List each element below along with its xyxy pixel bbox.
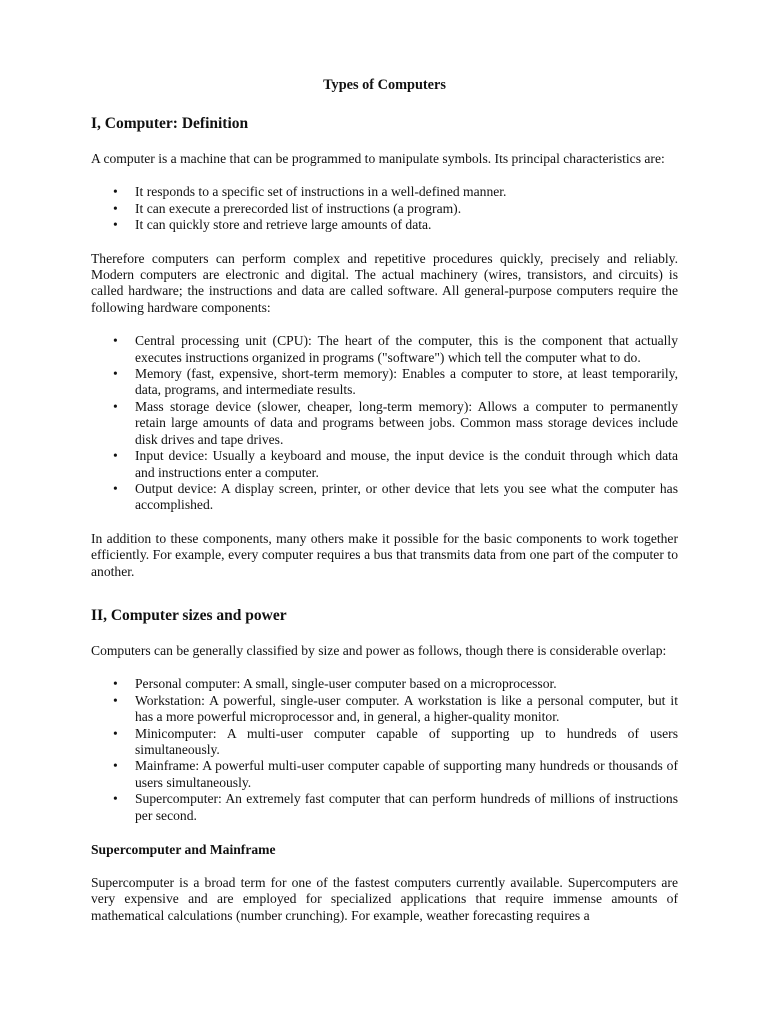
list-item: • Mainframe: A powerful multi-user computer capable of supporting many hundreds or thousands of users simultaneously. — [91, 758, 678, 791]
sizes-intro-paragraph: Computers can be generally classified by size and power as follows, though there is considerable overlap: — [91, 642, 667, 658]
section-heading-definition: I, Computer: Definition — [91, 115, 249, 132]
document-title: Types of Computers — [323, 77, 446, 93]
list-item: • Personal computer: A small, single-user computer based on a microprocessor. — [91, 676, 678, 692]
list-item: • It responds to a specific set of instructions in a well-defined manner. — [91, 184, 678, 200]
list-item: • Central processing unit (CPU): The heart of the computer, this is the component that actually executes instructions organized in programs ("software") which tell the computer what to do. — [91, 333, 678, 366]
section-heading-sizes: II, Computer sizes and power — [91, 606, 287, 624]
list-item: • Input device: Usually a keyboard and mouse, the input device is the conduit through which data and instructions enter a computer. — [91, 448, 678, 481]
list-item: • It can execute a prerecorded list of instructions (a program). — [91, 201, 678, 217]
definition-intro-paragraph: A computer is a machine that can be programmed to manipulate symbols. Its principal characteristics are: — [91, 151, 665, 166]
hardware-paragraph: Therefore computers can perform complex and repetitive procedures quickly, precisely and reliably. Modern computers are electronic and digital. The actual machinery (wires, transistors, and circuits) is called hardware; the instructions and data are called software. All general-purpose computers require the following hardware components: — [91, 250, 678, 315]
computer-types-list — [91, 676, 678, 824]
list-item: • Mass storage device (slower, cheaper, long-term memory): Allows a computer to permanently retain large amounts of data and programs between jobs. Common mass storage devices include disk drives and tape drives. — [91, 399, 678, 448]
characteristics-list — [91, 184, 678, 233]
bus-paragraph: In addition to these components, many others make it possible for the basic components to work together efficiently. For example, every computer requires a bus that transmits data from one part of the computer to another. — [91, 530, 678, 579]
supercomputer-paragraph: Supercomputer is a broad term for one of the fastest computers currently available. Supercomputers are very expensive and are employed for specialized applications that require immense amounts of mathematical calculations (number crunching). For example, weather forecasting requires a — [91, 875, 678, 923]
list-item: • Minicomputer: A multi-user computer capable of supporting up to hundreds of users simultaneously. — [91, 726, 678, 759]
hardware-components-list — [91, 333, 678, 513]
subheading-supercomputer-mainframe: Supercomputer and Mainframe — [91, 842, 276, 857]
list-item: • It can quickly store and retrieve large amounts of data. — [91, 217, 678, 233]
list-item: • Workstation: A powerful, single-user computer. A workstation is like a personal computer, but it has a more powerful microprocessor and, in general, a higher-quality monitor. — [91, 693, 678, 726]
list-item: • Output device: A display screen, printer, or other device that lets you see what the computer has accomplished. — [91, 481, 678, 514]
list-item: • Supercomputer: An extremely fast computer that can perform hundreds of millions of instructions per second. — [91, 791, 678, 824]
list-item: • Memory (fast, expensive, short-term memory): Enables a computer to store, at least temporarily, data, programs, and intermediate results. — [91, 366, 678, 399]
